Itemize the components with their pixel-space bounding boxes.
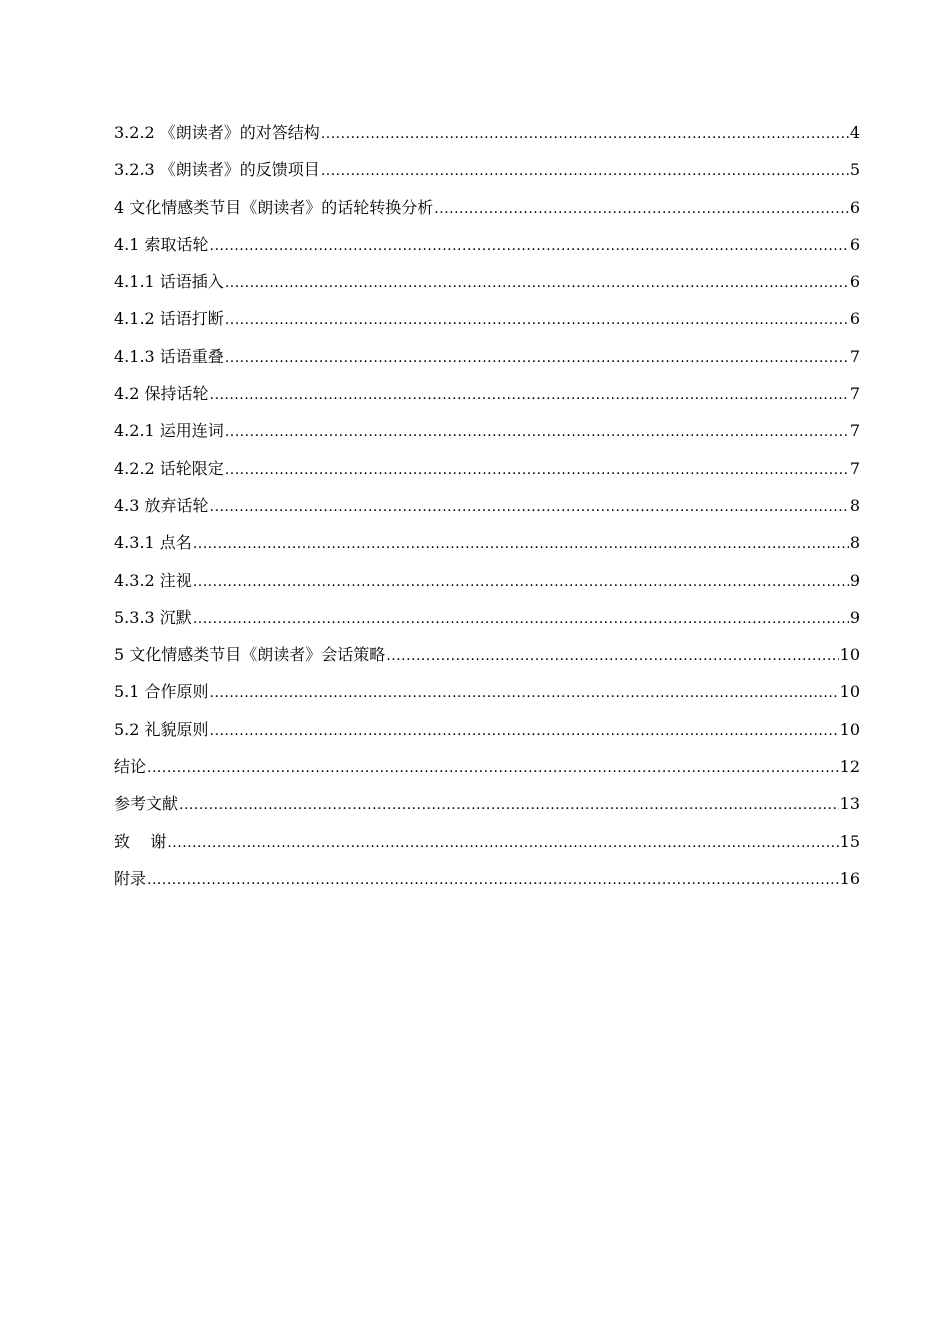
toc-dot-leader xyxy=(321,121,849,147)
toc-dot-leader xyxy=(210,382,849,408)
table-of-contents xyxy=(114,120,860,903)
toc-dot-leader xyxy=(225,307,849,333)
toc-entry-label: 结论 xyxy=(114,757,147,777)
toc-entry[interactable] xyxy=(114,381,860,418)
toc-entry[interactable] xyxy=(114,605,860,642)
toc-entry-label: 4.1.2 话语打断 xyxy=(114,309,224,329)
toc-entry-page: 6 xyxy=(849,309,860,329)
toc-entry-label: 致 谢 xyxy=(114,831,167,851)
toc-entry-label: 3.2.2 《朗读者》的对答结构 xyxy=(114,123,320,142)
toc-entry[interactable] xyxy=(114,679,860,716)
toc-entry-page: 9 xyxy=(849,570,860,590)
toc-dot-leader xyxy=(193,531,849,557)
toc-entry-label: 4.3.1 点名 xyxy=(114,533,192,553)
toc-entry[interactable] xyxy=(114,157,860,194)
toc-entry[interactable] xyxy=(114,829,860,866)
toc-dot-leader xyxy=(225,345,849,371)
toc-entry-page: 16 xyxy=(839,868,860,888)
toc-entry-page: 10 xyxy=(839,682,860,702)
toc-dot-leader xyxy=(147,755,839,781)
toc-dot-leader xyxy=(210,233,849,259)
toc-entry[interactable] xyxy=(114,791,860,828)
toc-entry-page: 13 xyxy=(839,794,860,814)
toc-dot-leader xyxy=(193,569,849,595)
toc-dot-leader xyxy=(225,270,849,296)
toc-entry[interactable] xyxy=(114,754,860,791)
toc-entry[interactable] xyxy=(114,642,860,679)
toc-entry-page: 4 xyxy=(849,123,860,142)
toc-entry-page: 5 xyxy=(849,160,860,180)
toc-entry-label: 4.1.1 话语插入 xyxy=(114,272,224,292)
toc-entry-page: 6 xyxy=(849,272,860,292)
toc-entry[interactable] xyxy=(114,195,860,232)
toc-entry-label: 4.3.2 注视 xyxy=(114,570,192,590)
toc-entry[interactable] xyxy=(114,493,860,530)
toc-entry-label: 3.2.3 《朗读者》的反馈项目 xyxy=(114,160,320,180)
toc-entry-page: 7 xyxy=(849,346,860,366)
toc-entry-label: 4.1.3 话语重叠 xyxy=(114,346,224,366)
toc-entry[interactable] xyxy=(114,717,860,754)
toc-entry-page: 8 xyxy=(849,495,860,515)
toc-dot-leader xyxy=(210,494,849,520)
toc-dot-leader xyxy=(210,718,839,744)
toc-dot-leader xyxy=(434,196,849,222)
toc-entry[interactable] xyxy=(114,456,860,493)
toc-dot-leader xyxy=(386,643,838,669)
toc-dot-leader xyxy=(167,830,838,856)
toc-entry-label: 参考文献 xyxy=(114,794,179,814)
toc-entry[interactable] xyxy=(114,344,860,381)
toc-entry[interactable] xyxy=(114,568,860,605)
toc-entry-page: 12 xyxy=(839,757,860,777)
toc-entry-page: 8 xyxy=(849,533,860,553)
toc-dot-leader xyxy=(321,158,849,184)
toc-entry-page: 7 xyxy=(849,384,860,404)
toc-entry[interactable] xyxy=(114,269,860,306)
toc-dot-leader xyxy=(193,606,849,632)
toc-entry-label: 4.3 放弃话轮 xyxy=(114,495,209,515)
toc-entry-page: 7 xyxy=(849,458,860,478)
toc-entry[interactable] xyxy=(114,306,860,343)
toc-entry-label: 5 文化情感类节目《朗读者》会话策略 xyxy=(114,645,386,665)
toc-entry-label: 4.2 保持话轮 xyxy=(114,384,209,404)
toc-entry-page: 7 xyxy=(849,421,860,441)
toc-entry-label: 4.2.2 话轮限定 xyxy=(114,458,224,478)
toc-entry-page: 10 xyxy=(839,719,860,739)
toc-entry-label: 附录 xyxy=(114,868,147,888)
toc-entry-page: 9 xyxy=(849,607,860,627)
toc-entry-page: 6 xyxy=(849,197,860,217)
toc-entry-label: 4 文化情感类节目《朗读者》的话轮转换分析 xyxy=(114,197,434,217)
toc-entry-page: 15 xyxy=(839,831,860,851)
toc-entry[interactable] xyxy=(114,418,860,455)
toc-entry-page: 10 xyxy=(839,645,860,665)
toc-entry-page: 6 xyxy=(849,234,860,254)
toc-dot-leader xyxy=(225,457,849,483)
toc-entry-label: 4.1 索取话轮 xyxy=(114,234,209,254)
toc-entry[interactable] xyxy=(114,866,860,903)
toc-entry[interactable] xyxy=(114,530,860,567)
toc-entry[interactable] xyxy=(114,120,860,157)
toc-dot-leader xyxy=(210,680,839,706)
toc-entry-label: 5.3.3 沉默 xyxy=(114,607,192,627)
toc-entry-label: 4.2.1 运用连词 xyxy=(114,421,224,441)
toc-entry-label: 5.1 合作原则 xyxy=(114,682,209,702)
toc-dot-leader xyxy=(147,867,839,893)
toc-entry[interactable] xyxy=(114,232,860,269)
toc-dot-leader xyxy=(179,792,839,818)
toc-dot-leader xyxy=(225,419,849,445)
toc-entry-label: 5.2 礼貌原则 xyxy=(114,719,209,739)
